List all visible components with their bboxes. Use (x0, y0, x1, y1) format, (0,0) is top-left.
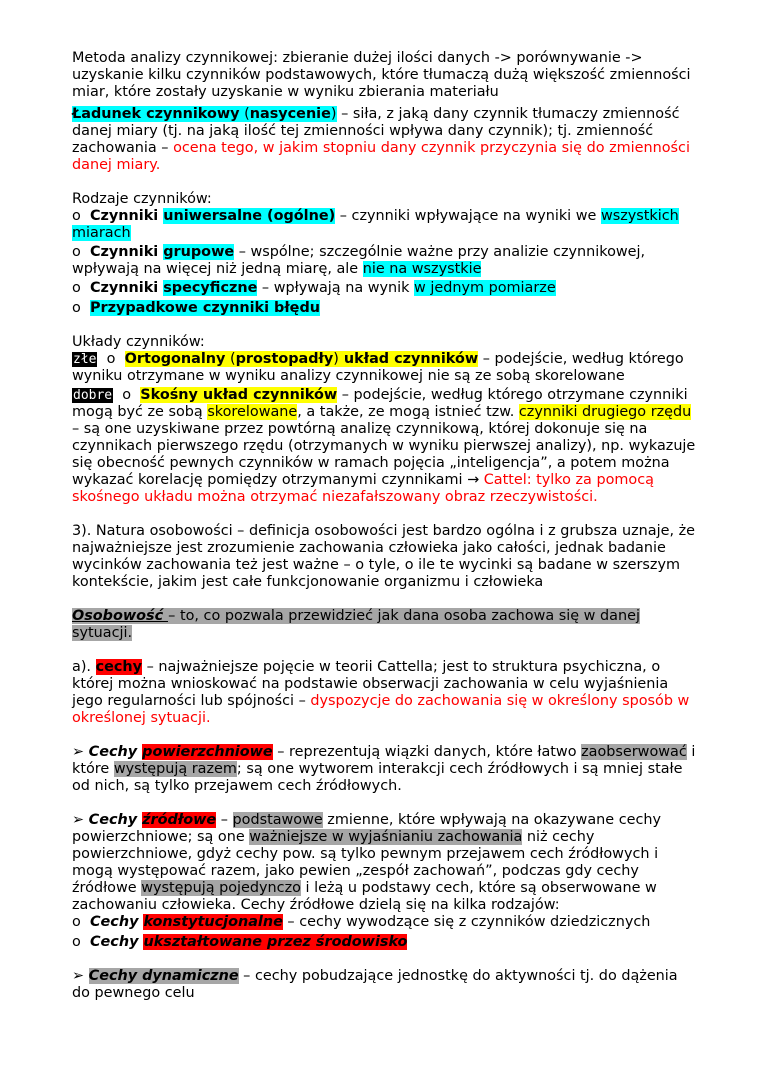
bullet-icon: o (106, 351, 116, 367)
item-highlight-end: nie na wszystkie (362, 261, 482, 277)
highlight-podstawowe: podstawowe (232, 812, 323, 828)
item-term: Czynniki (89, 244, 164, 260)
highlight-pojedynczo: występują pojedynczo (141, 880, 301, 896)
paren-open: ( (239, 106, 250, 122)
paragraph-powierzchniowe (72, 744, 697, 795)
tag-zle: złe (73, 352, 97, 367)
list-item-ortogonalny (72, 351, 697, 385)
item-text: – wpływają na wynik (257, 280, 415, 296)
highlight-drugiego-rzedu: czynniki drugiego rzędu (518, 404, 692, 420)
term-srodowisko: ukształtowane przez środowisko (143, 934, 408, 950)
term-ortogonalny: Ortogonalny (124, 351, 226, 367)
paragraph-zrodlowe (72, 812, 697, 914)
term-nasycenie: nasycenie (249, 106, 331, 122)
pointer-icon: ➢ (72, 812, 85, 828)
highlight-skorelowane: skorelowane (207, 404, 298, 420)
item-text: – (216, 812, 233, 828)
term-zrodlowe: źródłowe (142, 812, 217, 828)
list-item-specyficzne (72, 280, 697, 297)
bullet-icon: o (122, 387, 132, 403)
heading-text: Rodzaje czynników: (72, 191, 212, 207)
paren-close: ) (333, 351, 339, 367)
item-highlight-end: w jednym pomiarze (414, 280, 556, 296)
item-term: Czynniki (89, 208, 164, 224)
list-item-srodowisko (72, 934, 697, 951)
bullet-icon: o (72, 934, 81, 950)
bullet-icon: o (72, 280, 81, 296)
item-text: – czynniki wpływające na wyniki we (335, 208, 601, 224)
pointer-icon: ➢ (72, 744, 85, 760)
term-dynamiczne: Cechy dynamiczne (88, 968, 239, 984)
term-konstytucjonalne: konstytucjonalne (143, 914, 283, 930)
item-highlight: grupowe (163, 244, 235, 260)
item-text: niż cechy powierzchniowe, gdyż cechy pow. są tylko pewnym przejawem cech źródłowych i mogą występować razem, jako pewien „zespół zachowań”, podczas gdy cechy źródłowe (72, 829, 659, 896)
bullet-icon: o (72, 244, 81, 260)
highlight-wystepuja-razem: występują razem (113, 761, 237, 777)
item-term: Czynniki (89, 280, 164, 296)
item-text: – są one uzyskiwane przez powtórną analizę czynnikową, której dokonuje się na czynnikach pierwszego rzędu (otrzymanych w wyniku pierwszej analizy), np. wykazuje się obecność pewnych czynników w ramach pojęcia „inteligencja”, a potem można wykazać korelację pomiędzy otrzymanymi czynnikami (72, 421, 696, 488)
item-highlight: uniwersalne (ogólne) (163, 208, 336, 224)
highlight-zaobserwowac: zaobserwować (581, 744, 687, 760)
item-term: Cechy (89, 934, 144, 950)
item-text: – podejście, według którego wyniku otrzymane w wyniku analizy czynnikowej nie są ze sobą skorelowane (72, 351, 684, 384)
item-highlight: Przypadkowe czynniki błędu (89, 300, 320, 316)
bullet-icon: o (72, 208, 81, 224)
term-uklad: układ czynników (338, 351, 479, 367)
paragraph-text: Metoda analizy czynnikowej: zbieranie dużej ilości danych -> porównywanie -> uzyskanie kilku czynników podstawowych, które tłumaczą dużą większość zmienności miar, które zostały uzyskanie w wyniku zbierania materiału (72, 50, 691, 100)
term-cechy: cechy (95, 659, 143, 675)
definition-text: – siła, z jaką dany czynnik tłumaczy zmienność danej miary (tj. na jaką ilość tej zmienności wpływa dany czynnik); tj. zmienność zachowania – (72, 106, 680, 156)
term-prostopadly: prostopadły (235, 351, 334, 367)
term-ladunek: Ładunek czynnikowy (72, 106, 240, 122)
item-text: – wspólne; szczególnie ważne przy analizie czynnikowej, wpływają na więcej niż jedną miarę, ale (72, 244, 646, 277)
list-item-uniwersalne (72, 208, 697, 242)
item-highlight-end: wszystkich miarach (72, 208, 679, 241)
red-note: Cattel: tylko za pomocą skośnego układu można otrzymać niezafałszowany obraz rzeczywistości. (72, 472, 654, 505)
item-text: , a także, ze mogą istnieć tzw. (297, 404, 519, 420)
red-note: ocena tego, w jakim stopniu dany czynnik przyczynia się do zmienności danej miary. (72, 140, 690, 173)
bullet-icon: o (72, 914, 81, 930)
paragraph-ladunek (72, 106, 697, 174)
term-osobowosc: Osobowość (72, 608, 169, 624)
tag-dobre: dobre (73, 388, 113, 403)
paren-open: ( (225, 351, 236, 367)
paragraph-metoda (72, 50, 697, 101)
heading-uklady (72, 334, 697, 351)
term-skosny: Skośny układ czynników (140, 387, 338, 403)
term-powierzchniowe: powierzchniowe (142, 744, 273, 760)
paragraph-dynamiczne (72, 968, 697, 1002)
list-item-konstytucjonalne (72, 914, 697, 931)
paragraph-cechy (72, 659, 697, 727)
pointer-icon: ➢ (72, 968, 85, 984)
heading-rodzaje (72, 191, 697, 208)
highlight-wazniejsze: ważniejsze w wyjaśnianiu zachowania (249, 829, 523, 845)
item-highlight: specyficzne (163, 280, 258, 296)
paragraph-natura: 3). Natura osobowości – definicja osobowości jest bardzo ogólna i z grubsza uznaje, że najważniejsze jest zrozumienie zachowania człowieka jako całości, jednak badanie wycinków zachowania też jest ważne – o tyle, o ile te wycinki są badane w szerszym kontekście, jakim jest całe funkcjonowanie organizmu i człowieka (72, 523, 695, 590)
arrow-icon: → (467, 472, 480, 488)
bullet-icon: o (72, 300, 81, 316)
item-text: i które (72, 744, 696, 777)
item-text: i leżą u podstawy cech, które są obserwowane w zachowaniu człowieka. Cechy źródłowe dzielą się na kilka rodzajów: (72, 880, 657, 913)
item-term: Cechy (89, 914, 144, 930)
paragraph-text: – najważniejsze pojęcie w teorii Cattella; jest to struktura psychiczna, o której można wnioskować na podstawie obserwacji zachowania w celu wyjaśnienia jego regularności lub spójności – (72, 659, 669, 709)
list-item-skosny (72, 387, 697, 506)
item-text: ; są one wytworem interakcji cech źródłowych i są mniej stałe od nich, są tylko przejawem cech źródłowych. (72, 761, 683, 794)
list-item-przypadkowe (72, 300, 697, 317)
list-item-grupowe (72, 244, 697, 278)
red-note: dyspozycje do zachowania się w określony sposób w określonej sytuacji. (72, 693, 690, 726)
definition-osobowosc: – to, co pozwala przewidzieć jak dana osoba zachowa się w danej sytuacji. (72, 608, 640, 641)
item-term: Cechy (88, 812, 143, 828)
paragraph-prefix: a). (72, 659, 96, 675)
document-page (72, 50, 697, 1002)
paragraph-osobowosc (72, 608, 697, 642)
item-text: – cechy pobudzające jednostkę do aktywności tj. do dążenia do pewnego celu (72, 968, 678, 1001)
item-text: – podejście, według którego otrzymane czynniki mogą być ze sobą (72, 387, 688, 420)
item-text: – cechy wywodzące się z czynników dziedzicznych (282, 914, 651, 930)
heading-text: Układy czynników: (72, 334, 205, 350)
item-text: zmienne, które wpływają na okazywane cechy powierzchniowe; są one (72, 812, 662, 845)
paren-close: ) (330, 106, 337, 122)
item-term: Cechy (88, 744, 143, 760)
item-text: – reprezentują wiązki danych, które łatwo (272, 744, 582, 760)
